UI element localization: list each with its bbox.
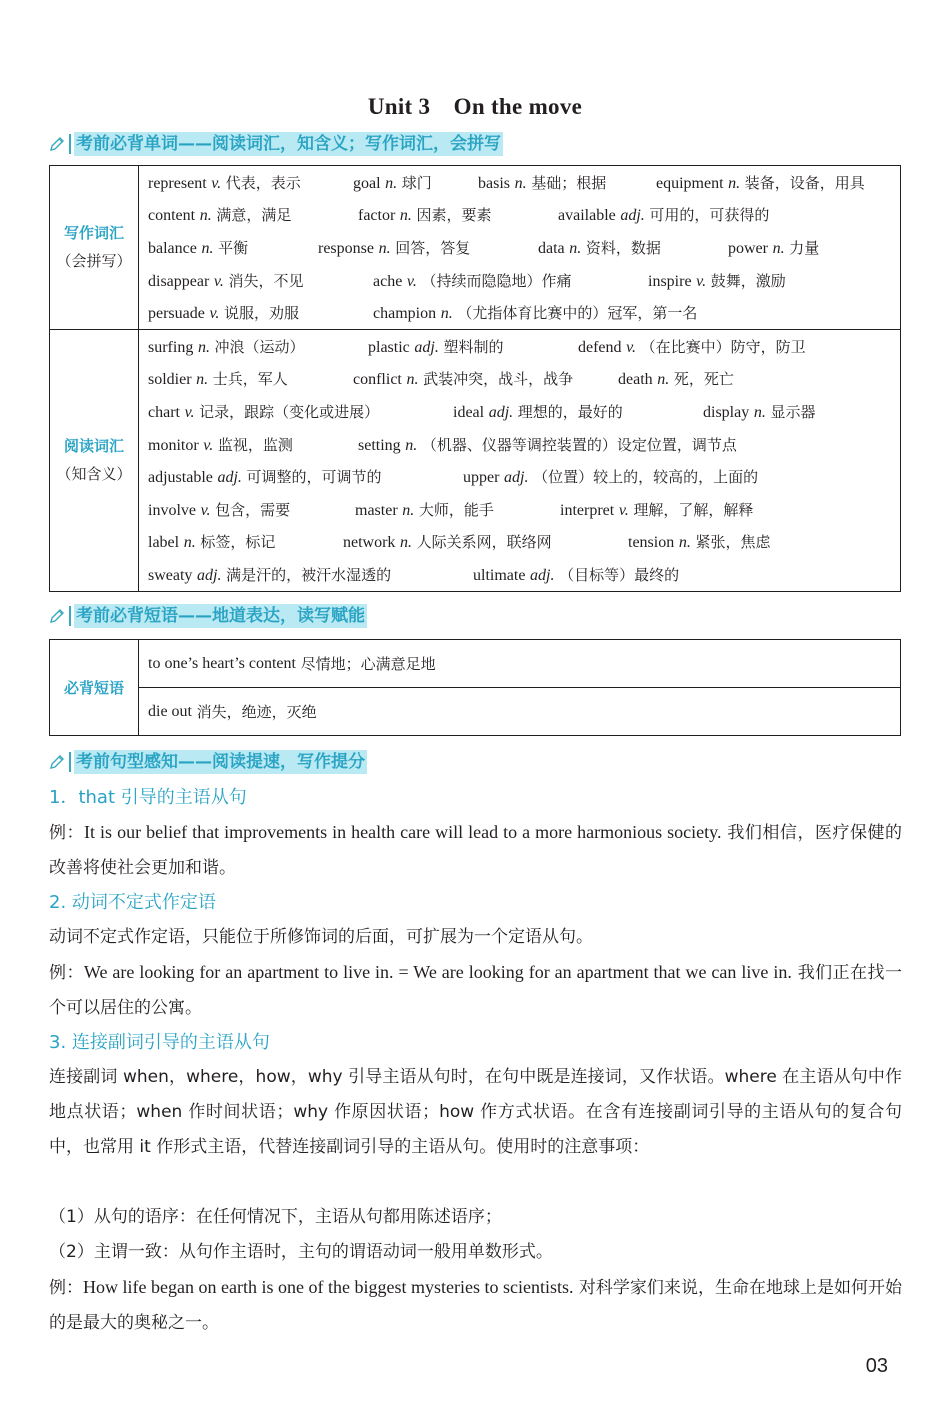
vocab-meaning: （在比赛中）防守，防卫 xyxy=(640,337,806,356)
vocab-row xyxy=(139,558,900,591)
pattern-heading-2: 2. 动词不定式作定语 xyxy=(49,892,216,913)
vocab-word: ideal xyxy=(453,403,485,421)
vocab-entry xyxy=(453,401,623,422)
vocab-entry xyxy=(343,531,552,552)
vocab-row xyxy=(139,493,900,526)
category-sub: （会拼写） xyxy=(56,252,132,271)
vocab-word: response xyxy=(318,239,374,257)
vocab-meaning: 记录，跟踪（变化或进展） xyxy=(199,402,380,421)
vocab-meaning: 塑料制的 xyxy=(443,337,504,356)
vocab-entry xyxy=(353,172,432,193)
section-title: 考前必背短语——地道表达，读写赋能 xyxy=(76,606,365,626)
vocab-entry xyxy=(353,368,573,389)
vocab-part-of-speech: v. xyxy=(406,272,417,290)
vocab-row xyxy=(139,199,900,232)
vocab-meaning: 力量 xyxy=(789,238,820,257)
pattern-heading-3: 3. 连接副词引导的主语从句 xyxy=(49,1032,270,1053)
category-label: 写作词汇 xyxy=(63,224,124,243)
vocab-meaning: 人际关系网，联络网 xyxy=(416,533,552,552)
page-title: Unit 3 On the move xyxy=(367,94,583,119)
vocab-entry xyxy=(358,204,492,225)
vocab-part-of-speech: n. xyxy=(399,207,412,225)
vocab-entry xyxy=(578,336,806,357)
vocab-meaning: 理解，了解，解释 xyxy=(633,500,754,519)
vocab-word: champion xyxy=(373,305,437,323)
vocab-row xyxy=(139,264,900,297)
vocab-meaning: 监视，监测 xyxy=(217,435,293,454)
vocab-meaning: （尤指体育比赛中的）冠军，第一名 xyxy=(457,304,698,323)
vocab-part-of-speech: n. xyxy=(406,371,419,389)
vocab-part-of-speech: n. xyxy=(569,239,582,257)
vocab-entry xyxy=(148,401,379,422)
vocab-word: balance xyxy=(148,239,197,257)
section-title: 考前必背单词——阅读词汇，知含义；写作词汇，会拼写 xyxy=(76,134,501,154)
reading-words xyxy=(139,329,901,591)
vocab-meaning: 资料，数据 xyxy=(585,238,661,257)
vocab-part-of-speech: v. xyxy=(618,501,629,519)
vocab-entry xyxy=(148,204,291,225)
vocab-meaning: 代表，表示 xyxy=(225,173,301,192)
phrase-en: to one’s heart’s content xyxy=(148,654,296,672)
pattern-description: 连接副词 when，where，how，why 引导主语从句时，在句中既是连接词，又作状语。where 在主语从句中作地点状语；when 作时间状语；why 作原因状语；how 作方式状语。在含有连接副词引导的主语从句的复合句中，也常用 it 作形式主语，代替连接副词引导的主语从句。使用时的注意事项： xyxy=(49,1067,902,1157)
vocab-meaning: 武装冲突，战斗，战争 xyxy=(423,370,574,389)
vocab-entry xyxy=(538,237,661,258)
writing-category xyxy=(50,166,139,330)
phrase-en: die out xyxy=(148,702,192,720)
note-2: （2）主谓一致：从句作主语时，主句的谓语动词一般用单数形式。 xyxy=(49,1242,553,1262)
example-label: 例： xyxy=(49,823,85,843)
vocab-word: display xyxy=(703,403,750,421)
vocab-word: plastic xyxy=(368,338,410,356)
vocab-entry xyxy=(656,172,865,193)
example-zh: 我们相信，医疗保健的改善将使社会更加和谐。 xyxy=(49,823,903,878)
vocab-meaning: 消失，不见 xyxy=(228,271,304,290)
vocab-word: ultimate xyxy=(473,566,526,584)
vocab-word: available xyxy=(558,207,616,225)
vocab-entry xyxy=(318,237,470,258)
vocab-meaning: 包含，需要 xyxy=(215,500,291,519)
pencil-icon xyxy=(48,753,66,771)
pattern-description: 动词不定式作定语，只能位于所修饰词的后面，可扩展为一个定语从句。 xyxy=(49,927,593,947)
example-en: It is our belief that improvements in health care will lead to a more harmonious society. xyxy=(84,822,722,842)
vocab-meaning: 死，死亡 xyxy=(673,370,734,389)
vocab-entry xyxy=(148,499,290,520)
vocab-meaning: 可调整的，可调节的 xyxy=(246,468,382,487)
example-zh: 对科学家们来说，生命在地球上是如何开始的是最大的奥秘之一。 xyxy=(49,1278,903,1333)
vocab-entry xyxy=(618,368,734,389)
vocab-word: monitor xyxy=(148,436,199,454)
vocab-part-of-speech: v. xyxy=(626,338,637,356)
vocab-entry xyxy=(368,336,503,357)
example-paragraph xyxy=(49,1270,902,1341)
example-label: 例： xyxy=(49,1278,84,1298)
phrase-row xyxy=(139,640,901,688)
vocab-entry xyxy=(148,434,293,455)
vocab-word: equipment xyxy=(656,174,724,192)
vocab-part-of-speech: n. xyxy=(402,501,415,519)
vocab-meaning: 满意，满足 xyxy=(216,206,292,225)
vocab-entry xyxy=(148,368,288,389)
vocab-word: network xyxy=(343,534,396,552)
category-label: 必背短语 xyxy=(63,678,124,697)
vocab-part-of-speech: n. xyxy=(657,371,670,389)
vocab-word: power xyxy=(728,239,768,257)
vocab-word: factor xyxy=(358,207,396,225)
vocab-entry xyxy=(473,564,679,585)
vocab-part-of-speech: v. xyxy=(211,174,222,192)
vocab-meaning: 显示器 xyxy=(770,402,816,421)
vocab-meaning: 回答，答复 xyxy=(395,238,471,257)
vocab-meaning: （持续而隐隐地）作痛 xyxy=(421,271,572,290)
vocab-part-of-speech: n. xyxy=(514,174,527,192)
vocab-part-of-speech: n. xyxy=(400,534,413,552)
vocab-word: setting xyxy=(358,436,401,454)
vocab-part-of-speech: adj. xyxy=(504,469,529,487)
vocab-meaning: （机器、仪器等调控装置的）设定位置，调节点 xyxy=(421,435,737,454)
vocab-word: master xyxy=(355,501,398,519)
vocab-part-of-speech: adj. xyxy=(414,338,439,356)
vocab-part-of-speech: n. xyxy=(378,239,391,257)
vocab-part-of-speech: n. xyxy=(405,436,418,454)
vocab-part-of-speech: v. xyxy=(209,305,220,323)
vocab-entry xyxy=(148,564,391,585)
vocab-word: interpret xyxy=(560,501,615,519)
category-sub: （知含义） xyxy=(56,465,132,484)
vocab-meaning: 鼓舞，激励 xyxy=(710,271,786,290)
vocab-part-of-speech: v. xyxy=(213,272,224,290)
vocab-meaning: 平衡 xyxy=(218,238,249,257)
vocab-word: basis xyxy=(478,174,510,192)
pencil-icon xyxy=(48,135,66,153)
vocab-table xyxy=(49,165,901,592)
vocab-word: label xyxy=(148,534,180,552)
vocab-part-of-speech: n. xyxy=(197,338,210,356)
vocab-row xyxy=(139,166,900,199)
category-label: 阅读词汇 xyxy=(63,437,124,456)
vocab-entry xyxy=(148,466,382,487)
phrase-category xyxy=(50,640,139,736)
vocab-row xyxy=(139,460,900,493)
section-header-sentences xyxy=(48,750,367,774)
vocab-meaning: （目标等）最终的 xyxy=(559,565,680,584)
vocab-word: ache xyxy=(373,272,403,290)
vocab-part-of-speech: n. xyxy=(678,534,691,552)
vocab-meaning: 理想的，最好的 xyxy=(517,402,623,421)
vocab-entry xyxy=(373,270,571,291)
vocab-meaning: 满是汗的，被汗水湿透的 xyxy=(226,565,392,584)
vocab-part-of-speech: n. xyxy=(196,371,209,389)
section-header-phrases xyxy=(48,604,367,628)
vocab-entry xyxy=(148,270,303,291)
vocab-meaning: 冲浪（运动） xyxy=(214,337,305,356)
vocab-entry xyxy=(728,237,819,258)
vocab-part-of-speech: adj. xyxy=(197,566,222,584)
vocab-meaning: （位置）较上的，较高的，上面的 xyxy=(533,468,759,487)
vocab-row xyxy=(139,330,900,363)
vocab-entry xyxy=(560,499,753,520)
vocab-entry xyxy=(628,531,770,552)
vocab-word: surfing xyxy=(148,338,194,356)
example-zh: 我们正在找一个可以居住的公寓。 xyxy=(49,963,903,1018)
vocab-part-of-speech: adj. xyxy=(620,207,645,225)
writing-words xyxy=(139,166,901,330)
vocab-part-of-speech: v. xyxy=(200,501,211,519)
vocab-part-of-speech: n. xyxy=(772,239,785,257)
vocab-entry xyxy=(358,434,737,455)
vocab-word: death xyxy=(618,371,653,389)
vocab-part-of-speech: n. xyxy=(753,403,766,421)
vocab-word: involve xyxy=(148,501,196,519)
vocab-part-of-speech: n. xyxy=(440,305,453,323)
phrase-zh: 尽情地；心满意足地 xyxy=(300,655,436,673)
vocab-entry xyxy=(148,531,275,552)
vocab-entry xyxy=(478,172,606,193)
pencil-icon xyxy=(48,607,66,625)
vocab-part-of-speech: n. xyxy=(728,174,741,192)
vocab-word: persuade xyxy=(148,305,205,323)
vocab-part-of-speech: v. xyxy=(696,272,707,290)
vocab-part-of-speech: v. xyxy=(203,436,214,454)
reading-category xyxy=(50,329,139,591)
vocab-part-of-speech: adj. xyxy=(217,469,242,487)
section-title: 考前句型感知——阅读提速，写作提分 xyxy=(76,752,365,772)
phrase-row xyxy=(139,688,901,736)
vocab-entry xyxy=(648,270,786,291)
vocab-entry xyxy=(148,302,299,323)
vocab-word: content xyxy=(148,207,196,225)
example-en: How life began on earth is one of the biggest mysteries to scientists. xyxy=(83,1277,574,1297)
vocab-entry xyxy=(148,336,305,357)
vocab-row xyxy=(139,231,900,264)
vocab-row xyxy=(139,526,900,559)
vocab-word: defend xyxy=(578,338,622,356)
vocab-part-of-speech: n. xyxy=(183,534,196,552)
vocab-meaning: 大师，能手 xyxy=(418,500,494,519)
phrase-table xyxy=(49,639,901,736)
vocab-part-of-speech: v. xyxy=(184,403,195,421)
vocab-meaning: 标签，标记 xyxy=(200,533,276,552)
vocab-word: disappear xyxy=(148,272,210,290)
vocab-word: goal xyxy=(353,174,381,192)
vocab-part-of-speech: adj. xyxy=(488,403,514,421)
vocab-part-of-speech: n. xyxy=(201,239,214,257)
vocab-meaning: 说服，劝服 xyxy=(224,304,300,323)
vocab-entry xyxy=(148,172,301,193)
phrase-zh: 消失，绝迹，灭绝 xyxy=(196,703,317,721)
vocab-meaning: 装备，设备，用具 xyxy=(744,173,865,192)
vocab-word: chart xyxy=(148,403,180,421)
vocab-row xyxy=(139,363,900,396)
page-number: 03 xyxy=(865,1355,888,1377)
vocab-meaning: 紧张，焦虑 xyxy=(695,533,771,552)
vocab-part-of-speech: n. xyxy=(385,174,398,192)
vocab-word: sweaty xyxy=(148,566,193,584)
vocab-meaning: 基础；根据 xyxy=(531,173,607,192)
vocab-entry xyxy=(703,401,815,422)
vocab-meaning: 因素，要素 xyxy=(416,206,492,225)
vocab-word: adjustable xyxy=(148,469,213,487)
vocab-entry xyxy=(463,466,758,487)
vocab-meaning: 可用的，可获得的 xyxy=(649,206,770,225)
vocab-row xyxy=(139,428,900,461)
pattern-heading-1: 1．that 引导的主语从句 xyxy=(49,787,247,808)
example-en: We are looking for an apartment to live in. = We are looking for an apartment that we can live in. xyxy=(83,962,792,982)
vocab-meaning: 球门 xyxy=(401,173,432,192)
section-header-words xyxy=(48,132,503,156)
vocab-word: tension xyxy=(628,534,675,552)
vocab-word: upper xyxy=(463,469,500,487)
vocab-word: data xyxy=(538,239,565,257)
vocab-word: inspire xyxy=(648,272,692,290)
vocab-entry xyxy=(148,237,248,258)
vocab-part-of-speech: n. xyxy=(199,207,212,225)
vocab-word: conflict xyxy=(353,371,402,389)
vocab-word: soldier xyxy=(148,371,192,389)
example-label: 例： xyxy=(49,963,84,983)
vocab-row xyxy=(139,296,900,329)
example-paragraph xyxy=(49,815,902,886)
vocab-entry xyxy=(355,499,494,520)
example-paragraph xyxy=(49,955,902,1026)
vocab-row xyxy=(139,395,900,428)
note-1: （1）从句的语序：在任何情况下，主语从句都用陈述语序； xyxy=(49,1207,502,1227)
vocab-entry xyxy=(558,204,769,225)
vocab-meaning: 士兵，军人 xyxy=(212,370,288,389)
vocab-word: represent xyxy=(148,174,207,192)
vocab-part-of-speech: adj. xyxy=(530,566,555,584)
vocab-entry xyxy=(373,302,697,323)
